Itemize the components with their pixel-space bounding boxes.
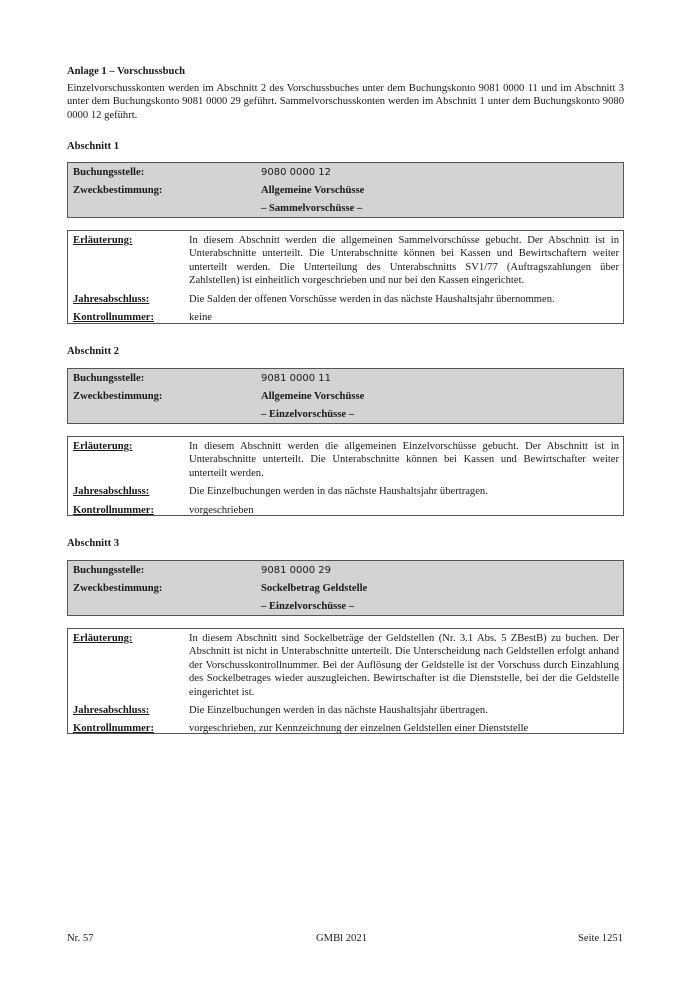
jahresabschluss-label: Jahresabschluss: bbox=[73, 705, 150, 717]
details-box bbox=[67, 628, 624, 734]
zweck-subtitle: – Einzelvorschüsse – bbox=[261, 409, 354, 420]
kontrollnummer-text: vorgeschrieben bbox=[189, 504, 254, 516]
account-box bbox=[67, 162, 624, 218]
buchungsstelle-value: 9081 0000 29 bbox=[261, 565, 331, 576]
details-box bbox=[67, 230, 624, 324]
jahresabschluss-text: Die Einzelbuchungen werden in das nächste Haushaltsjahr übertragen. bbox=[189, 705, 488, 717]
section-heading: Abschnitt 1 bbox=[67, 141, 120, 152]
intro-paragraph: Einzelvorschusskonten werden im Abschnitt 2 des Vorschussbuches unter dem Buchungskonto 9081 0000 11 und im Abschnitt 3 unter dem Buchungskonto 9081 0000 29 geführt. Sammelvorschusskonten werden im Abschnitt 1 unter dem Buchungskonto 9080 0000 12 geführt. bbox=[67, 83, 624, 121]
erlaeuterung-label: Erläuterung: bbox=[73, 441, 133, 452]
kontrollnummer-text: keine bbox=[189, 312, 212, 324]
erlaeuterung-label: Erläuterung: bbox=[73, 235, 133, 246]
buchungsstelle-label: Buchungsstelle: bbox=[73, 373, 145, 384]
erlaeuterung-text: In diesem Abschnitt werden die allgemeinen Sammelvorschüsse gebucht. Der Abschnitt ist in Unterabschnitte unterteilt. Die Unterabschnitte können bei Kassen und Bewirtschaftern weiter unterteilt werden. Die Unterteilung des Unterabschnitts SV1/77 (Auftragszahlungen über Zahlstellen) ist einheitlich vorgeschrieben und nur bei den Kassen eingerichtet. bbox=[189, 235, 619, 287]
jahresabschluss-text: Die Einzelbuchungen werden in das nächste Haushaltsjahr übertragen. bbox=[189, 486, 488, 498]
zweck-value: Sockelbetrag Geldstelle bbox=[261, 583, 368, 594]
footer-issue-number: Nr. 57 bbox=[67, 933, 94, 944]
jahresabschluss-label: Jahresabschluss: bbox=[73, 486, 150, 498]
erlaeuterung-label: Erläuterung: bbox=[73, 633, 133, 644]
zweck-label: Zweckbestimmung: bbox=[73, 391, 163, 402]
kontrollnummer-label: Kontrollnummer: bbox=[73, 504, 155, 516]
zweck-label: Zweckbestimmung: bbox=[73, 185, 163, 196]
account-box bbox=[67, 368, 624, 424]
zweck-label: Zweckbestimmung: bbox=[73, 583, 163, 594]
section-heading: Abschnitt 2 bbox=[67, 346, 120, 357]
buchungsstelle-label: Buchungsstelle: bbox=[73, 167, 145, 178]
erlaeuterung-text: In diesem Abschnitt sind Sockelbeträge der Geldstellen (Nr. 3.1 Abs. 5 ZBestB) zu buchen. Der Abschnitt ist nicht in Unterabschnitte unterteilt. Die Unterscheidung nach Geldstellen erfolgt anhand der Vorschusskontrollnummer. Bei der Auflösung der Geldstelle ist der Vorschuss durch Einzahlung des Sockelbetrages wieder auszugleichen. Bewirtschafter ist die Dienststelle, bei der die Geldstelle eingerichtet ist. bbox=[189, 633, 619, 698]
buchungsstelle-value: 9080 0000 12 bbox=[261, 167, 331, 178]
kontrollnummer-label: Kontrollnummer: bbox=[73, 312, 155, 324]
buchungsstelle-value: 9081 0000 11 bbox=[261, 373, 331, 384]
kontrollnummer-text: vorgeschrieben, zur Kennzeichnung der einzelnen Geldstellen einer Dienststelle bbox=[189, 723, 529, 735]
page-title: Anlage 1 – Vorschussbuch bbox=[67, 66, 186, 77]
zweck-value: Allgemeine Vorschüsse bbox=[261, 391, 365, 402]
details-box bbox=[67, 436, 624, 516]
zweck-subtitle: – Sammelvorschüsse – bbox=[261, 203, 363, 214]
buchungsstelle-label: Buchungsstelle: bbox=[73, 565, 145, 576]
zweck-subtitle: – Einzelvorschüsse – bbox=[261, 601, 354, 612]
section-heading: Abschnitt 3 bbox=[67, 538, 120, 549]
jahresabschluss-text: Die Salden der offenen Vorschüsse werden in das nächste Haushaltsjahr übernommen. bbox=[189, 293, 555, 305]
erlaeuterung-text: In diesem Abschnitt werden die allgemeinen Einzelvorschüsse gebucht. Der Abschnitt ist in Unterabschnitte unterteilt. Die Unterabschnitte können bei Kassen und Bewirtschafter weiter unterteilt werden. bbox=[189, 441, 619, 479]
kontrollnummer-label: Kontrollnummer: bbox=[73, 723, 155, 735]
jahresabschluss-label: Jahresabschluss: bbox=[73, 293, 150, 305]
account-box bbox=[67, 560, 624, 616]
footer-publication: GMBl 2021 bbox=[316, 933, 367, 944]
zweck-value: Allgemeine Vorschüsse bbox=[261, 185, 365, 196]
footer-page-number: Seite 1251 bbox=[577, 933, 623, 944]
